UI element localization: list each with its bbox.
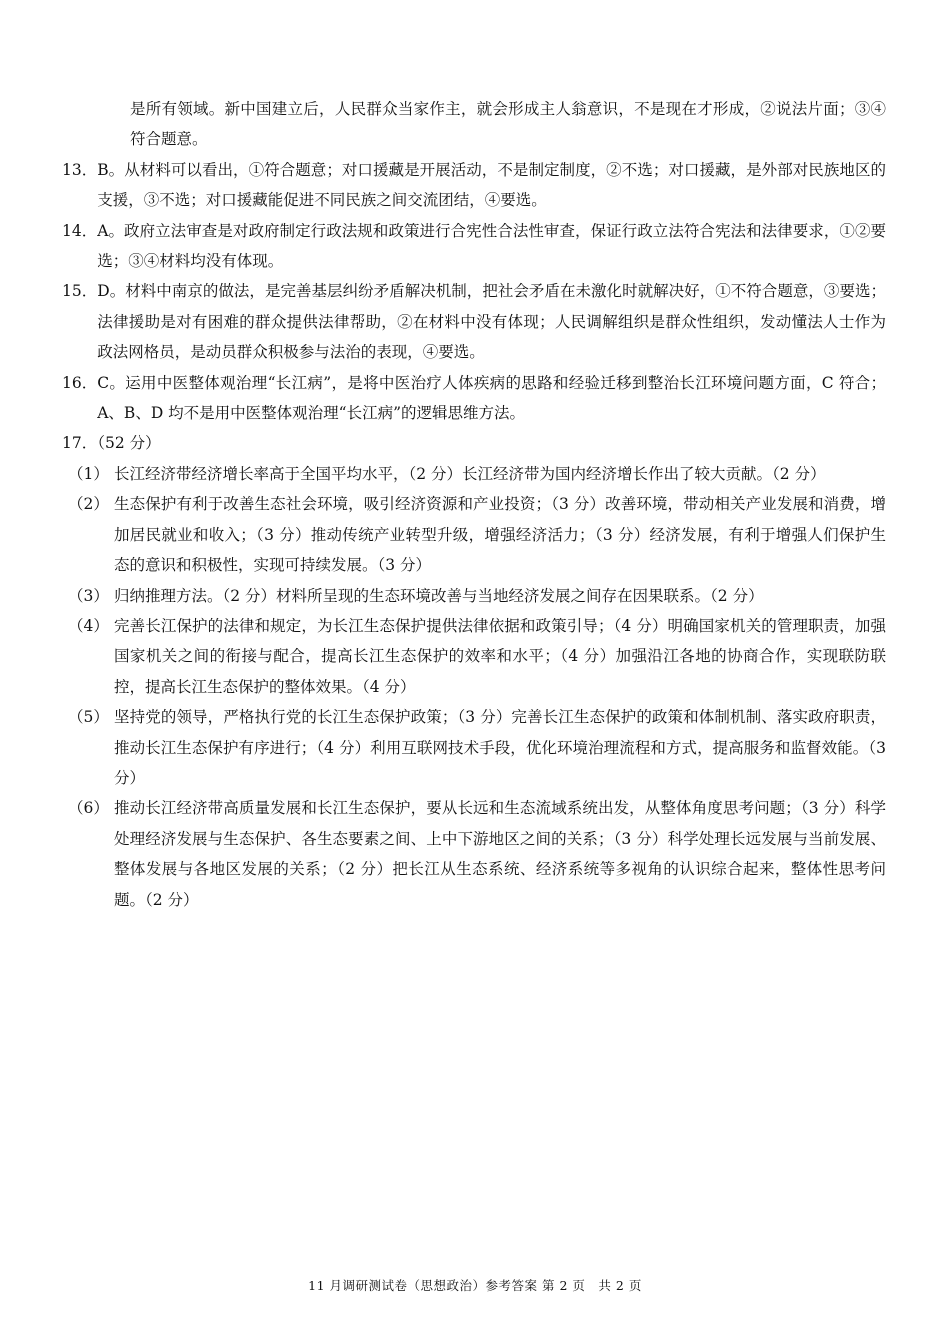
answer-15 (62, 276, 886, 367)
part-text: 生态保护有利于改善生态社会环境，吸引经济资源和产业投资；（3 分）改善环境，带动相关产业发展和消费，增加居民就业和收入；（3 分）推动传统产业转型升级，增强经济活力；（3 分）经济发展，有利于增强人们保护生态的意识和积极性，实现可持续发展。（3 分） (114, 495, 886, 575)
answer-17-part-6 (62, 793, 886, 915)
part-text: 归纳推理方法。（2 分）材料所呈现的生态环境改善与当地经济发展之间存在因果联系。（2 分） (114, 586, 764, 605)
part-number: （3） (68, 586, 109, 605)
answer-14 (62, 216, 886, 277)
answer-number: 14． (62, 221, 98, 240)
answer-17-part-4 (62, 611, 886, 702)
answer-number: 15． (62, 282, 98, 301)
answer-text: A。政府立法审查是对政府制定行政法规和政策进行合宪性合法性审查，保证行政立法符合宪法和法律要求，①②要选；③④材料均没有体现。 (97, 221, 886, 271)
page-footer: 11 月调研测试卷（思想政治）参考答案 第 2 页 共 2 页 (308, 1278, 642, 1293)
answer-text: D。材料中南京的做法，是完善基层纠纷矛盾解决机制，把社会矛盾在未激化时就解决好，①不符合题意，③要选；法律援助是对有困难的群众提供法律帮助，②在材料中没有体现；人民调解组织是群众性组织，发动懂法人士作为政法网格员，是动员群众积极参与法治的表现，④要选。 (97, 282, 886, 362)
answer-content (62, 94, 886, 915)
answer-17-heading: 17．（52 分） (62, 434, 161, 453)
part-number: （2） (68, 495, 109, 514)
answer-number: 16． (62, 373, 98, 392)
part-number: （6） (68, 799, 109, 818)
answer-17-part-2 (62, 489, 886, 580)
answer-13 (62, 155, 886, 216)
part-text: 推动长江经济带高质量发展和长江生态保护，要从长远和生态流域系统出发，从整体角度思考问题；（3 分）科学处理经济发展与生态保护、各生态要素之间、上中下游地区之间的关系；（3 分）科学处理长远发展与当前发展、整体发展与各地区发展的关系；（2 分）把长江从生态系统、经济系统等多视角的认识综合起来，整体性思考问题。（2 分） (114, 799, 886, 909)
part-text: 长江经济带经济增长率高于全国平均水平，（2 分）长江经济带为国内经济增长作出了较大贡献。（2 分） (114, 464, 826, 483)
part-number: （4） (68, 616, 109, 635)
part-number: （1） (68, 464, 109, 483)
answer-16 (62, 368, 886, 429)
continuation-text: 是所有领域。新中国建立后，人民群众当家作主，就会形成主人翁意识，不是现在才形成，②说法片面；③④符合题意。 (130, 100, 886, 149)
answer-text: B。从材料可以看出，①符合题意；对口援藏是开展活动，不是制定制度，②不选；对口援藏，是外部对民族地区的支援，③不选；对口援藏能促进不同民族之间交流团结，④要选。 (97, 160, 886, 210)
continuation-paragraph (62, 94, 886, 155)
answer-17-part-5 (62, 702, 886, 793)
part-text: 完善长江保护的法律和规定，为长江生态保护提供法律依据和政策引导；（4 分）明确国家机关的管理职责，加强国家机关之间的衔接与配合，提高长江生态保护的效率和水平；（4 分）加强沿江各地的协商合作，实现联防联控，提高长江生态保护的整体效果。（4 分） (114, 616, 886, 696)
answer-text: C。运用中医整体观治理“长江病”，是将中医治疗人体疾病的思路和经验迁移到整治长江环境问题方面，C 符合；A、B、D 均不是用中医整体观治理“长江病”的逻辑思维方法。 (97, 373, 886, 423)
answer-17-part-3 (62, 581, 886, 611)
part-number: （5） (68, 708, 109, 727)
answer-number: 13． (62, 160, 98, 179)
part-text: 坚持党的领导，严格执行党的长江生态保护政策；（3 分）完善长江生态保护的政策和体制机制、落实政府职责，推动长江生态保护有序进行；（4 分）利用互联网技术手段，优化环境治理流程和方式，提高服务和监督效能。（3 分） (114, 708, 886, 787)
answer-17-part-1 (62, 459, 886, 489)
